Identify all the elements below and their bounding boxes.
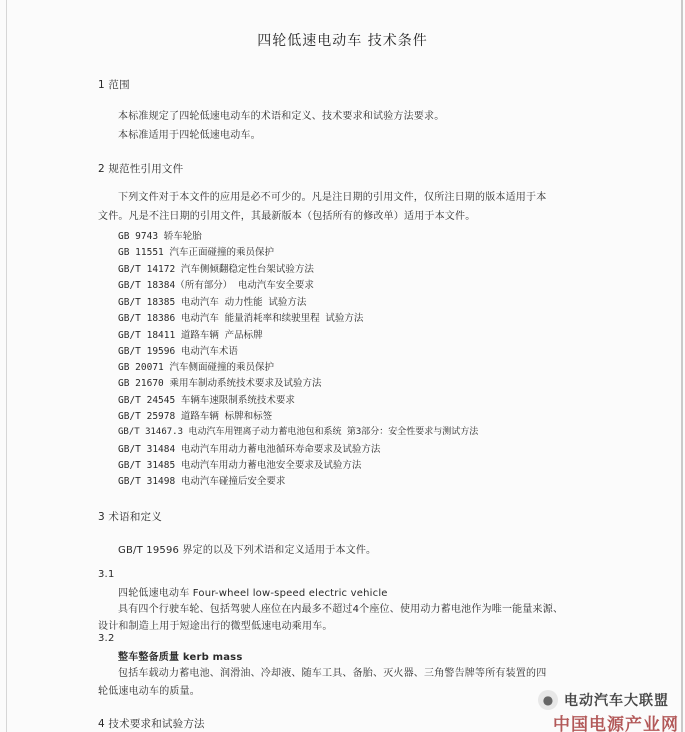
document-title: 四轮低速电动车 技术条件 [257,33,428,49]
reference-item: GB/T 18384（所有部分） 电动汽车安全要求 [118,280,314,291]
reference-item: GB/T 31485 电动汽车用动力蓄电池安全要求及试验方法 [118,460,362,471]
section-1-heading: 1 范围 [98,79,130,91]
term-title: 整车整备质量 kerb mass [118,652,243,663]
section-2-intro-line: 下列文件对于本文件的应用是必不可少的。凡是注日期的引用文件，仅所注日期的版本适用于本 [118,192,547,203]
wechat-icon: ● [538,690,558,710]
watermark-name: 电动汽车大联盟 [564,693,669,709]
section-4-heading: 4 技术要求和试验方法 [98,718,205,730]
section-3-heading: 3 术语和定义 [98,511,162,523]
section-1-line: 本标准适用于四轮低速电动车。 [118,130,261,141]
reference-item: GB/T 14172 汽车侧倾翻稳定性台架试验方法 [118,264,314,275]
term-definition-line: 轮低速电动车的质量。 [98,686,200,697]
page-edge-left [6,0,7,732]
term-number: 3.1 [98,569,115,580]
section-3-intro: GB/T 19596 界定的以及下列术语和定义适用于本文件。 [118,545,377,556]
reference-item: GB/T 31467.3 电动汽车用锂离子动力蓄电池包和系统 第3部分：安全性要求与测试方法 [118,427,479,437]
watermark-sub: 中国电源产业网 [553,715,679,732]
section-1-line: 本标准规定了四轮低速电动车的术语和定义、技术要求和试验方法要求。 [118,111,445,122]
term-definition-line: 包括车载动力蓄电池、润滑油、冷却液、随车工具、备胎、灭火器、三角警告牌等所有装置的四 [118,668,547,679]
reference-item: GB 20071 汽车侧面碰撞的乘员保护 [118,362,274,373]
reference-item: GB/T 19596 电动汽车术语 [118,346,238,357]
reference-item: GB 21670 乘用车制动系统技术要求及试验方法 [118,378,322,389]
reference-item: GB/T 31484 电动汽车用动力蓄电池循环寿命要求及试验方法 [118,444,381,455]
reference-item: GB/T 18385 电动汽车 动力性能 试验方法 [118,297,307,308]
term-definition-line: 具有四个行驶车轮、包括驾驶人座位在内最多不超过4个座位、使用动力蓄电池作为唯一能量来源、 [118,604,564,615]
reference-item: GB/T 18386 电动汽车 能量消耗率和续驶里程 试验方法 [118,313,364,324]
reference-item: GB/T 18411 道路车辆 产品标牌 [118,330,263,341]
reference-item: GB 9743 轿车轮胎 [118,231,202,242]
term-definition-line: 设计和制造上用于短途出行的微型低速电动乘用车。 [98,621,333,632]
term-title: 四轮低速电动车 Four-wheel low-speed electric vehicle [118,588,388,599]
section-2-intro-line: 文件。凡是不注日期的引用文件，其最新版本（包括所有的修改单）适用于本文件。 [98,211,476,222]
section-2-heading: 2 规范性引用文件 [98,163,184,175]
term-number: 3.2 [98,633,115,644]
page-edge-right [681,0,683,732]
watermark [538,690,669,710]
reference-item: GB/T 25978 道路车辆 标牌和标签 [118,411,273,422]
reference-item: GB 11551 汽车正面碰撞的乘员保护 [118,247,274,258]
reference-item: GB/T 31498 电动汽车碰撞后安全要求 [118,476,286,487]
reference-item: GB/T 24545 车辆车速限制系统技术要求 [118,395,295,406]
